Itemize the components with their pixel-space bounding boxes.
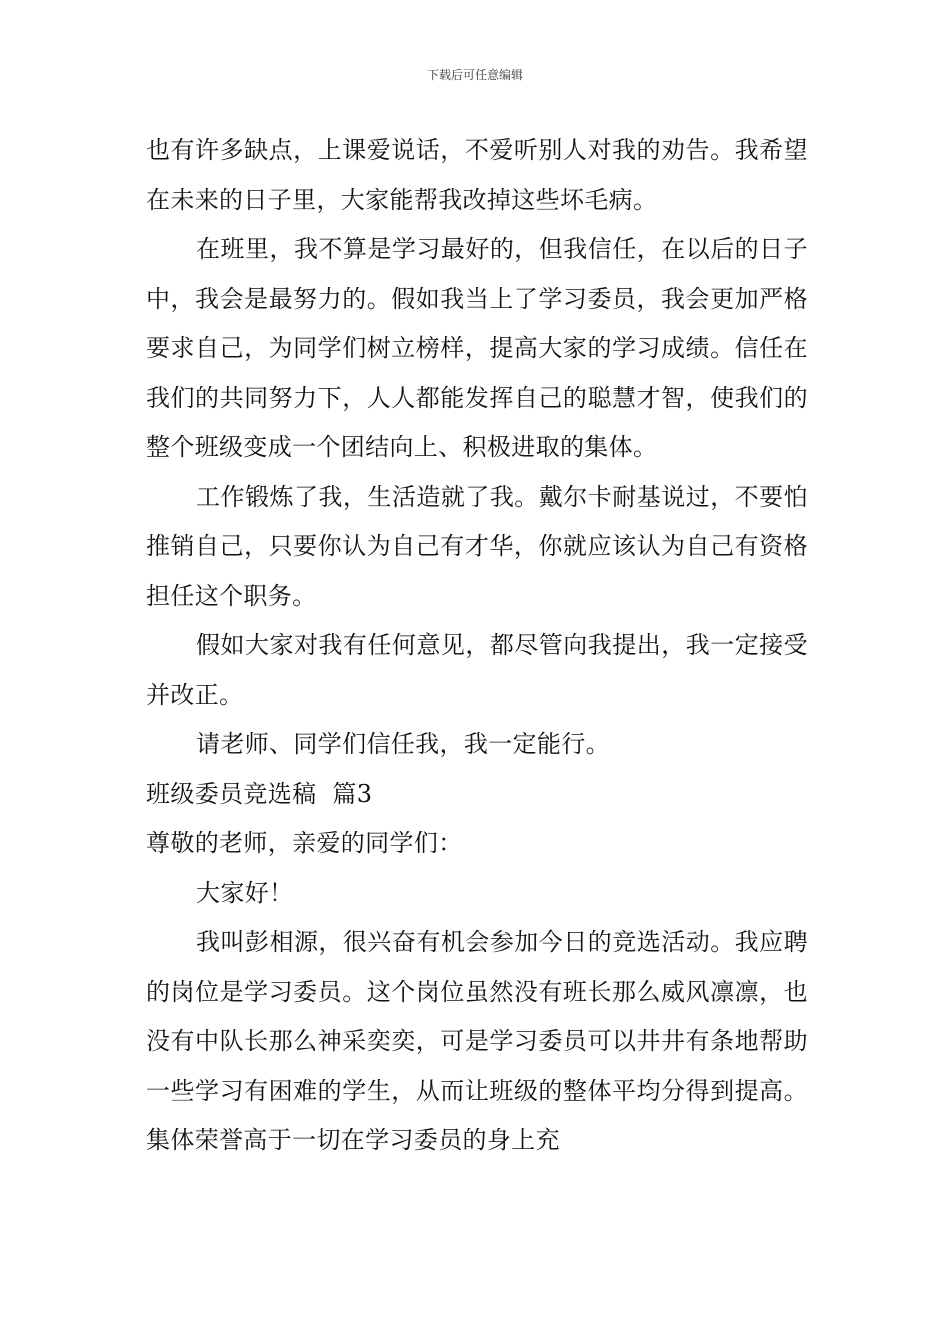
paragraph-2: 在班里，我不算是学习最好的，但我信任，在以后的日子中，我会是最努力的。假如我当上了学习委员，我会更加严格要求自己，为同学们树立榜样，提高大家的学习成绩。信任在我们的共同努力下，人人都能发挥自己的聪慧才智，使我们的整个班级变成一个团结向上、积极进取的集体。	[146, 235, 808, 461]
greeting: 大家好！	[196, 878, 294, 907]
page-header-note: 下载后可任意编辑	[426, 68, 523, 82]
document-body	[146, 126, 808, 1166]
paragraph-1: 也有许多缺点，上课爱说话，不爱听别人对我的劝告。我希望在未来的日子里，大家能帮我改掉这些坏毛病。	[146, 136, 808, 214]
paragraph-3: 工作锻炼了我，生活造就了我。戴尔卡耐基说过，不要怕推销自己，只要你认为自己有才华，你就应该认为自己有资格担任这个职务。	[146, 482, 808, 610]
paragraph-6: 我叫彭相源，很兴奋有机会参加今日的竞选活动。我应聘的岗位是学习委员。这个岗位虽然没有班长那么威风凛凛，也没有中队长那么神采奕奕，可是学习委员可以井井有条地帮助一些学习有困难的学生，从而让班级的整体平均分得到提高。集体荣誉高于一切在学习委员的身上充	[146, 928, 808, 1154]
section-heading: 班级委员竞选稿 篇3	[146, 779, 373, 808]
paragraph-5: 请老师、同学们信任我，我一定能行。	[196, 730, 610, 758]
paragraph-4: 假如大家对我有任何意见，都尽管向我提出，我一定接受并改正。	[146, 631, 808, 709]
salutation: 尊敬的老师，亲爱的同学们：	[146, 829, 463, 857]
